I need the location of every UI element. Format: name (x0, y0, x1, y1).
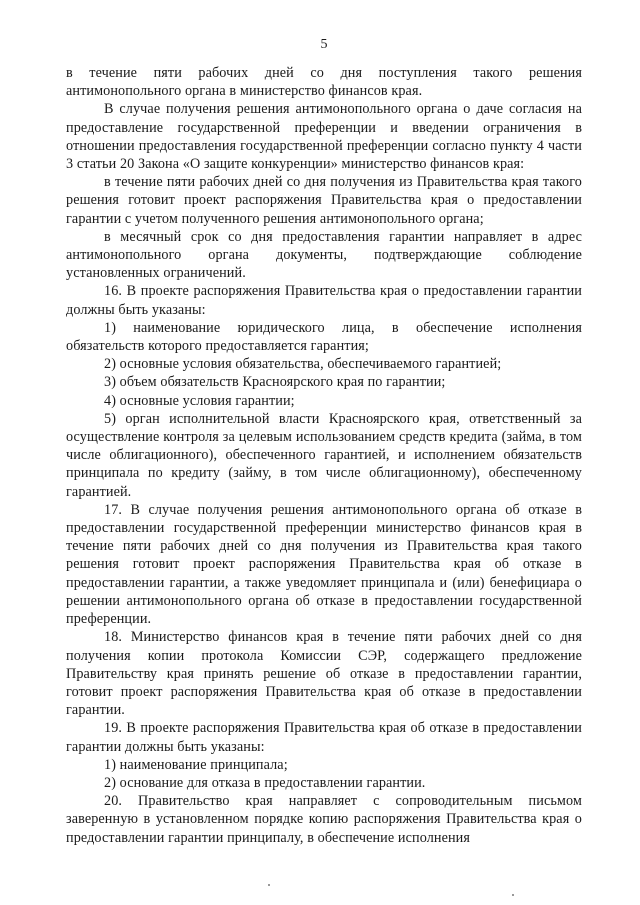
list-item: 1) наименование принципала; (104, 756, 288, 773)
list-item: 3) объем обязательств Красноярского края по гарантии; (104, 374, 446, 391)
paragraph: 16. В проекте распоряжения Правительства края о предоставлении гарантии должны быть указаны: (66, 283, 582, 318)
paragraph: в течение пяти рабочих дней со дня поступления такого решения антимонопольного органа в министерство финансов края. (66, 65, 582, 100)
list-item: 2) основание для отказа в предоставлении гарантии. (104, 774, 426, 791)
paragraph: 17. В случае получения решения антимонопольного органа об отказе в предоставлении государственной преференции министерство финансов края в течение пяти рабочих дней со дня получения из Правительства края такого решения готовит проект распоряжения Правительства края об отказе в предоставлении гарантии, а также уведомляет принципала и (или) бенефициара о решении антимонопольного органа об отказе в предоставлении государственной преференции. (66, 501, 582, 628)
paragraph: В случае получения решения антимонопольного органа о даче согласия на предоставление государственной преференции и введении ограничения в отношении предоставления государственной преференции согласно пункту 4 части 3 статьи 20 Закона «О защите конкуренции» министерство финансов края: (66, 101, 582, 173)
scan-speck (268, 884, 270, 886)
list-item: 4) основные условия гарантии; (104, 392, 295, 409)
list-item: 5) орган исполнительной власти Красноярского края, ответственный за осуществление контроля за целевым использованием средств кредита (займа, в том числе облигационного), обеспеченного гарантией, и исполнением обязательств принципала по кредиту (займу, в том числе облигационному), обеспеченному гарантией. (66, 410, 582, 500)
paragraph: 18. Министерство финансов края в течение пяти рабочих дней со дня получения копии протокола Комиссии СЭР, содержащего предложение Правительству края принять решение об отказе в предоставлении гарантии, готовит проект распоряжения Правительства края об отказе в предоставлении гарантии. (66, 629, 582, 719)
paragraph: 20. Правительство края направляет с сопроводительным письмом заверенную в установленном порядке копию распоряжения Правительства края о предоставлении гарантии принципалу, в обеспечение исполнения (66, 793, 582, 846)
paragraph: в течение пяти рабочих дней со дня получения из Правительства края такого решения готовит проект распоряжения Правительства края о предоставлении гарантии с учетом полученного решения антимонопольного органа; (66, 174, 582, 227)
paragraph: в месячный срок со дня предоставления гарантии направляет в адрес антимонопольного органа документы, подтверждающие соблюдение установленных ограничений. (66, 228, 582, 282)
paragraph: 19. В проекте распоряжения Правительства края об отказе в предоставлении гарантии должны быть указаны: (66, 720, 582, 755)
page-number: 5 (320, 37, 328, 52)
scan-speck (512, 894, 514, 896)
list-item: 2) основные условия обязательства, обеспечиваемого гарантией; (104, 356, 502, 373)
document-body (66, 64, 582, 847)
list-item: 1) наименование юридического лица, в обеспечение исполнения обязательств которого предоставляется гарантия; (66, 319, 582, 355)
